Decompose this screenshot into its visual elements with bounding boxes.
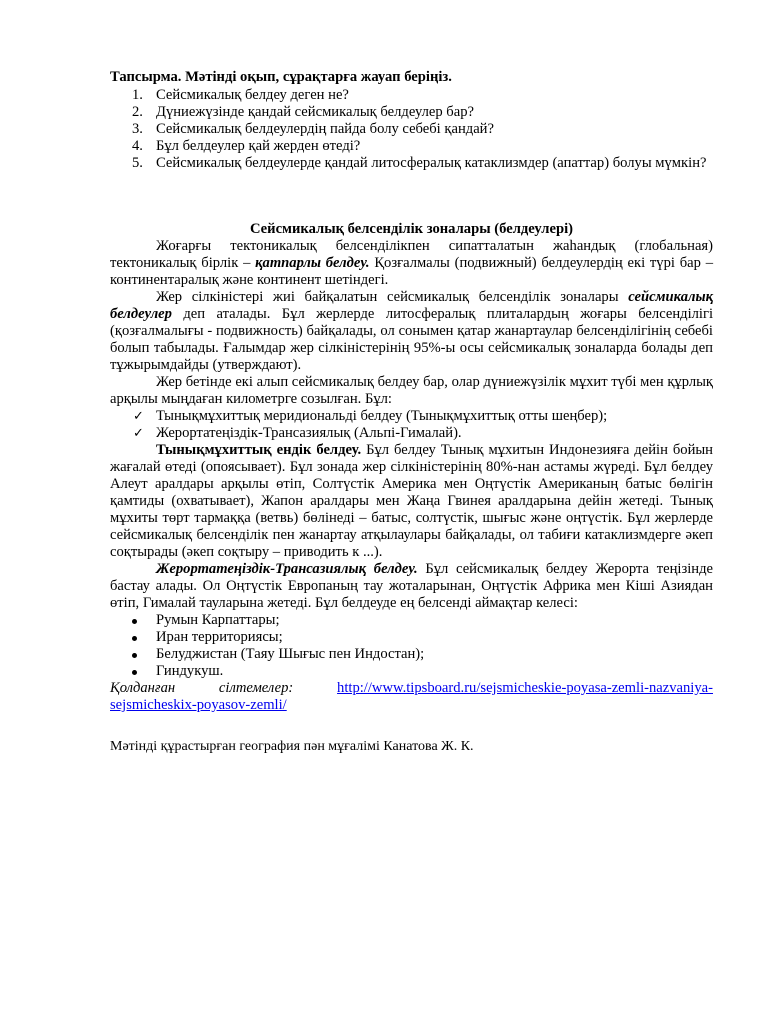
references-line <box>110 680 713 697</box>
list-item <box>110 663 713 680</box>
question-text: Сейсмикалық белдеу деген не? <box>156 87 349 103</box>
reference-link[interactable]: http://www.tipsboard.ru/sejsmicheskie-poyasa-zemli-nazvaniya- <box>337 680 713 696</box>
paragraph-text: Жоғарғы тектоникалық белсенділікпен сипатталатын жаһандық (глобальная) тектоникалық бірлік – <box>110 238 713 271</box>
bullet-icon <box>132 619 137 624</box>
paragraph-text: деп аталады. Бұл жерлерде литосфералық плиталардың жоғары белсенділігі (қозғалмалығы - подвижность) байқалады, ол сонымен қатар жанартаулар белсенділігінің себебі болып табылады. Ғалымдар жер сілкіністерінің 95%-ы осы сейсмикалық зоналарда болады деп тұжырымдайды (утверждают). <box>110 306 713 373</box>
paragraph-folded-belt <box>110 238 713 289</box>
list-item <box>110 612 713 629</box>
bullet-icon <box>132 670 137 675</box>
question-number: 1. <box>132 87 143 103</box>
paragraph-two-belts: Жер бетінде екі алып сейсмикалық белдеу бар, олар дүниежүзілік мұхит түбі мен құрлық арқылы мыңдаған километрге созылған. Бұл: <box>110 374 713 407</box>
paragraph-text: Бұл сейсмикалық белдеу Жерорта теңізінде бастау алады. Ол Оңтүстік Европаның тау жоталарынан, Оңтүстік Африка мен Кіші Азиядан өтіп, Гималай тауларына жетеді. Бұл белдеуде ең белсенді аймақтар келесі: <box>110 561 713 611</box>
list-item <box>110 425 713 442</box>
question-number: 3. <box>132 121 143 137</box>
list-item-text: Гиндукуш. <box>156 663 224 679</box>
section-title: Сейсмикалық белсенділік зоналары (белдеулері) <box>249 221 574 237</box>
paragraph-mediterranean-belt <box>110 561 713 612</box>
author-credit: Мәтінді құрастырған география пән мұғалімі Канатова Ж. К. <box>110 739 474 754</box>
task-title: Тапсырма. Мәтінді оқып, сұрақтарға жауап беріңіз. <box>110 69 452 85</box>
question-item <box>110 155 713 172</box>
list-item <box>110 408 713 425</box>
question-text: Сейсмикалық белдеулерде қандай литосфералық катаклизмдер (апаттар) болуы мүмкін? <box>156 155 707 171</box>
paragraph-text: Бұл белдеу Тынық мұхитын Индонезияға дейін бойын жағалай өтеді (опоясывает). Бұл зонада жер сілкіністерінің 80%-нан астамы жүреді. Бұл белдеу Алеут аралдары арқылы өтіп, Солтүстік Америка мен Оңтүстік Американың батыс бөлігін қамтиды (охватывает), Жапон аралдары мен Жаңа Гвинея аралдарына дейін жетеді. Тынық мұхиты төрт тармаққа (ветвь) бөлінеді – батыс, солтүстік, шығыс және оңтүстік. Бұл жерлерде сейсмикалық белсенділік пен жанартау атқылаулары байқалады, ол табиғи катаклизмдерге әкеп соқтырады (әкеп соқтыру – приводить к ...). <box>110 442 713 560</box>
checkmark-icon: ✓ <box>133 409 144 424</box>
paragraph-pacific-belt <box>110 442 713 561</box>
question-item <box>110 104 713 121</box>
question-text: Бұл белдеулер қай жерден өтеді? <box>156 138 361 154</box>
term-pacific-belt: Тынықмұхиттық ендік белдеу. <box>156 442 362 458</box>
list-item-text: Иран территориясы; <box>156 629 283 645</box>
term-folded-belt: қатпарлы белдеу. <box>255 255 370 271</box>
list-item-text: Тынықмұхиттық меридиональді белдеу (Тынықмұхиттық отты шеңбер); <box>156 408 608 424</box>
bullet-icon <box>132 636 137 641</box>
section-body <box>110 238 713 714</box>
region-list <box>110 612 713 680</box>
checkmark-icon: ✓ <box>133 426 144 441</box>
references-line-2 <box>110 697 713 714</box>
list-item <box>110 629 713 646</box>
question-number: 5. <box>132 155 143 171</box>
belt-list <box>110 408 713 442</box>
question-item <box>110 121 713 138</box>
list-item-text: Румын Карпаттары; <box>156 612 280 628</box>
question-item <box>110 87 713 104</box>
references-label: Қолданған сілтемелер: <box>110 680 294 696</box>
list-item-text: Белуджистан (Таяу Шығыс пен Индостан); <box>156 646 425 662</box>
term-mediterranean-belt: Жерортатеңіздік-Трансазиялық белдеу. <box>156 561 418 577</box>
paragraph-text: Қозғалмалы (подвижный) белдеулердің екі түрі бар – континентаралық және континент шетіндегі. <box>110 255 713 288</box>
list-item-text: Жерортатеңіздік-Трансазиялық (Альпі-Гималай). <box>156 425 462 441</box>
reference-link-continued[interactable]: sejsmicheskix-poyasov-zemli/ <box>110 697 287 713</box>
question-text: Сейсмикалық белдеулердің пайда болу себебі қандай? <box>156 121 494 137</box>
question-number: 4. <box>132 138 143 154</box>
bullet-icon <box>132 653 137 658</box>
question-number: 2. <box>132 104 143 120</box>
question-item <box>110 138 713 155</box>
term-seismic-belts: сейсмикалық белдеулер <box>110 289 713 322</box>
question-text: Дүниежүзінде қандай сейсмикалық белдеулер бар? <box>156 104 474 120</box>
list-item <box>110 646 713 663</box>
paragraph-seismic-belts <box>110 289 713 374</box>
question-list <box>110 87 713 172</box>
paragraph-text: Жер сілкіністері жиі байқалатын сейсмикалық белсенділік зоналары <box>156 289 629 305</box>
